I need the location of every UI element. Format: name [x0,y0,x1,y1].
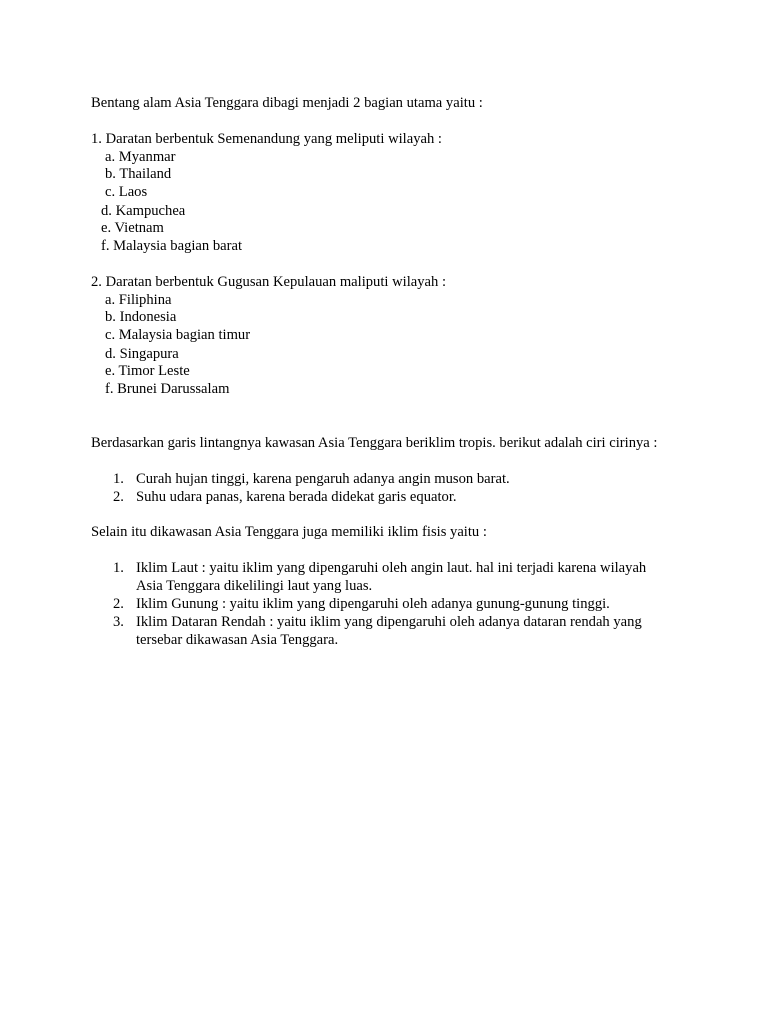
section1-heading: 1. Daratan berbentuk Semenandung yang meliputi wilayah : [91,131,442,147]
climate-item-text: Suhu udara panas, karena berada didekat garis equator. [136,489,457,505]
physical-item-text: Asia Tenggara dikelilingi laut yang luas. [136,578,373,594]
section2-item: d. Singapura [105,346,179,362]
section2-item: c. Malaysia bagian timur [105,327,251,343]
section1-item: a. Myanmar [105,149,176,165]
climate-intro: Berdasarkan garis lintangnya kawasan Asia Tenggara beriklim tropis. berikut adalah ciri cirinya : [91,435,658,451]
section2-item: b. Indonesia [105,309,177,325]
section2-item: f. Brunei Darussalam [105,381,230,397]
physical-intro: Selain itu dikawasan Asia Tenggara juga memiliki iklim fisis yaitu : [91,524,487,540]
section1-item: c. Laos [105,184,148,200]
physical-item-number: 2. [113,596,124,612]
physical-item-text: Iklim Dataran Rendah : yaitu iklim yang dipengaruhi oleh adanya dataran rendah yang [136,614,642,630]
climate-item-text: Curah hujan tinggi, karena pengaruh adanya angin muson barat. [136,471,510,487]
section2-heading: 2. Daratan berbentuk Gugusan Kepulauan maliputi wilayah : [91,274,447,290]
section1-item: f. Malaysia bagian barat [101,238,243,254]
climate-item-number: 1. [113,471,124,487]
section2-item: a. Filiphina [105,292,172,308]
climate-item-number: 2. [113,489,124,505]
physical-item-text: Iklim Gunung : yaitu iklim yang dipengaruhi oleh adanya gunung-gunung tinggi. [136,596,610,612]
physical-item-number: 3. [113,614,124,630]
physical-item-number: 1. [113,560,124,576]
section1-item: b. Thailand [105,166,172,182]
physical-item-text: tersebar dikawasan Asia Tenggara. [136,632,339,648]
physical-item-text: Iklim Laut : yaitu iklim yang dipengaruhi oleh angin laut. hal ini terjadi karena wilayah [136,560,647,576]
section2-item: e. Timor Leste [105,363,190,379]
intro-paragraph: Bentang alam Asia Tenggara dibagi menjadi 2 bagian utama yaitu : [91,95,483,111]
section1-item: e. Vietnam [101,220,164,236]
section1-item: d. Kampuchea [101,203,186,219]
